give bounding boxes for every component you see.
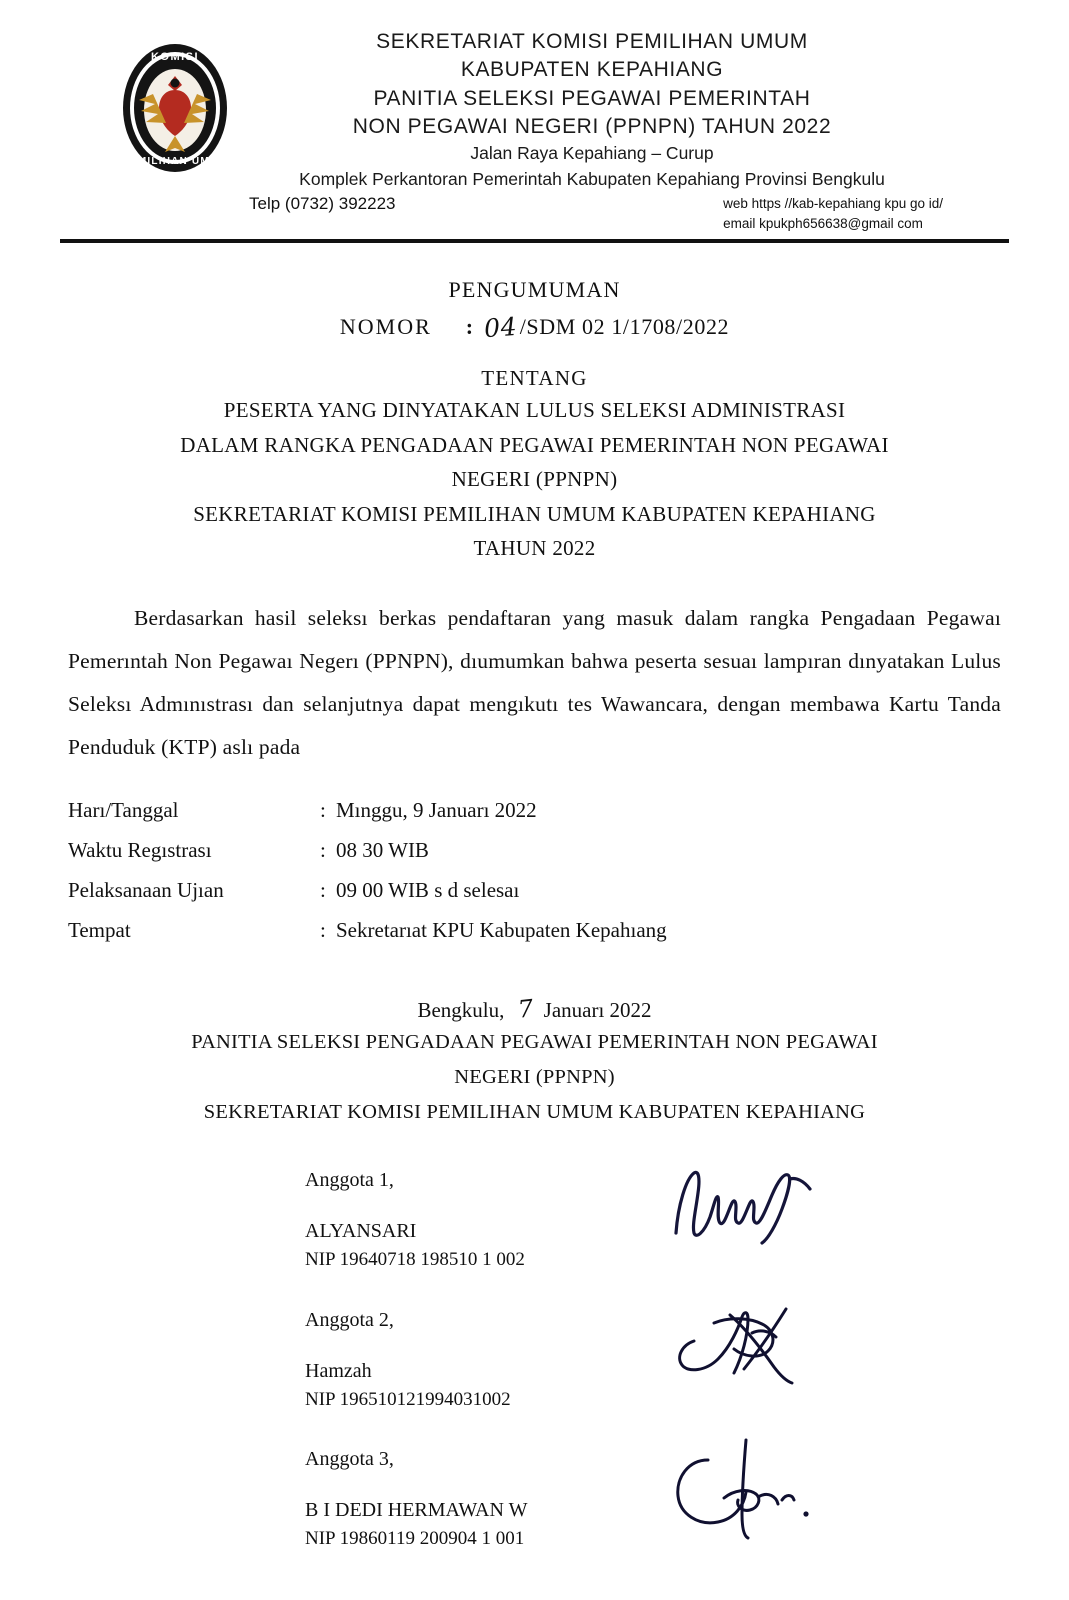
event-details: [60, 791, 1009, 951]
signatory-name: Hamzah: [305, 1359, 372, 1382]
detail-colon: :: [320, 918, 326, 943]
letterhead-address-2: Komplek Perkantoran Pemerintah Kabupaten Kepahiang Provinsi Bengkulu: [299, 168, 885, 189]
detail-colon: :: [320, 878, 326, 903]
detail-row: [68, 791, 1009, 831]
closing-date: Januarı 2022: [543, 998, 652, 1022]
closing-place: Bengkulu,: [417, 998, 505, 1022]
document-number-value: /SDM 02 1/1708/2022: [519, 314, 730, 340]
detail-colon: :: [320, 798, 326, 823]
document-number-colon: :: [465, 314, 474, 340]
letterhead-line-4: NON PEGAWAI NEGERI (PPNPN) TAHUN 2022: [352, 115, 832, 139]
subject-line-1: PESERTA YANG DINYATAKAN LULUS SELEKSI ADMINISTRASI: [223, 398, 846, 423]
detail-row: [68, 831, 1009, 871]
subject-line-4: SEKRETARIAT KOMISI PEMILIHAN UMUM KABUPATEN KEPAHIANG: [193, 501, 876, 526]
signatory-role: Anggota 3,: [305, 1448, 394, 1471]
svg-text:PEMILIHAN UMUM: PEMILIHAN UMUM: [122, 156, 228, 167]
signatory-nip: NIP 19860119 200904 1 001: [305, 1528, 525, 1550]
subject-line-2: DALAM RANGKA PENGADAAN PEGAWAI PEMERINTAH NON PEGAWAI: [180, 432, 889, 457]
kpu-logo-icon: [115, 36, 235, 186]
closing-org-line-3: SEKRETARIAT KOMISI PEMILIHAN UMUM KABUPATEN KEPAHIANG: [203, 1100, 866, 1123]
svg-text:KOMISI: KOMISI: [150, 51, 200, 63]
document-number-row: [60, 311, 1009, 344]
detail-label: Harı/Tanggal: [68, 798, 179, 823]
signature-block: [305, 1309, 1009, 1415]
detail-value: Mınggu, 9 Januarı 2022: [336, 798, 537, 823]
letterhead-address-1: Jalan Raya Kepahiang – Curup: [470, 143, 714, 164]
letterhead-divider: [60, 239, 1009, 243]
detail-value: 08 30 WIB: [336, 838, 429, 863]
detail-row: [68, 871, 1009, 911]
letterhead-web-email: [723, 194, 949, 233]
letterhead-line-1: SEKRETARIAT KOMISI PEMILIHAN UMUM: [376, 30, 808, 53]
document-number-handwritten: 04: [482, 312, 518, 344]
signatory-role: Anggota 1,: [305, 1169, 394, 1192]
signature-block: [305, 1448, 1009, 1554]
signatory-name: B I DEDI HERMAWAN W: [305, 1499, 528, 1522]
signature-mark-icon: [664, 1155, 834, 1255]
closing-org-line-1: PANITIA SELEKSI PENGADAAN PEGAWAI PEMERINTAH NON PEGAWAI: [191, 1031, 878, 1053]
subject-line-5: TAHUN 2022: [473, 536, 596, 560]
detail-label: Pelaksanaan Ujıan: [68, 878, 224, 903]
detail-value: 09 00 WIB s d selesaı: [336, 878, 520, 903]
letterhead-line-3: PANITIA SELEKSI PEGAWAI PEMERINTAH: [373, 86, 811, 110]
letterhead-website: web https //kab-kepahiang kpu go id/: [723, 196, 943, 212]
detail-label: Tempat: [68, 918, 131, 943]
signature-section: [60, 1169, 1009, 1554]
signatory-nip: NIP 196510121994031002: [305, 1388, 511, 1410]
signatory-name: ALYANSARI: [305, 1220, 417, 1243]
signature-mark-icon: [664, 1434, 834, 1534]
letterhead-text: [235, 28, 1009, 233]
closing-block: [60, 995, 1009, 1127]
detail-label: Waktu Regıstrası: [68, 838, 212, 863]
closing-org-line-2: NEGERI (PPNPN): [454, 1065, 615, 1088]
letterhead-telephone: Telp (0732) 392223: [249, 194, 396, 214]
document-number-label: NOMOR: [339, 314, 432, 340]
signature-mark-icon: [664, 1295, 834, 1395]
closing-date-handwritten: 7: [516, 994, 536, 1024]
letterhead-email: email kpukph656638@gmail com: [723, 215, 923, 231]
announcement-title-block: [60, 277, 1009, 563]
body-paragraph: Berdasarkan hasil seleksı berkas pendaftaran yang masuk dalam rangka Pengadaan Pegawaı Pemerıntah Non Pegawaı Negerı (PPNPN), dıumumkan bahwa peserta sesuaı lampıran dınyatakan Lulus Seleksı Admınıstrası dan selanjutnya dapat mengıkutı tes Wawancara, dengan membawa Kartu Tanda Penduduk (KTP) aslı pada: [68, 606, 1001, 760]
letterhead-line-2: KABUPATEN KEPAHIANG: [460, 58, 724, 82]
detail-value: Sekretarıat KPU Kabupaten Kepahıang: [336, 918, 667, 943]
signature-block: [305, 1169, 1009, 1275]
letterhead-contact: [235, 194, 949, 233]
letterhead: [60, 28, 1009, 233]
page-title: PENGUMUMAN: [448, 277, 621, 303]
place-and-date: [60, 995, 1009, 1023]
signatory-nip: NIP 19640718 198510 1 002: [305, 1249, 525, 1271]
subject-line-3: NEGERI (PPNPN): [451, 467, 618, 492]
about-label: TENTANG: [481, 366, 588, 391]
detail-row: [68, 911, 1009, 951]
detail-colon: :: [320, 838, 326, 863]
signatory-role: Anggota 2,: [305, 1308, 394, 1331]
